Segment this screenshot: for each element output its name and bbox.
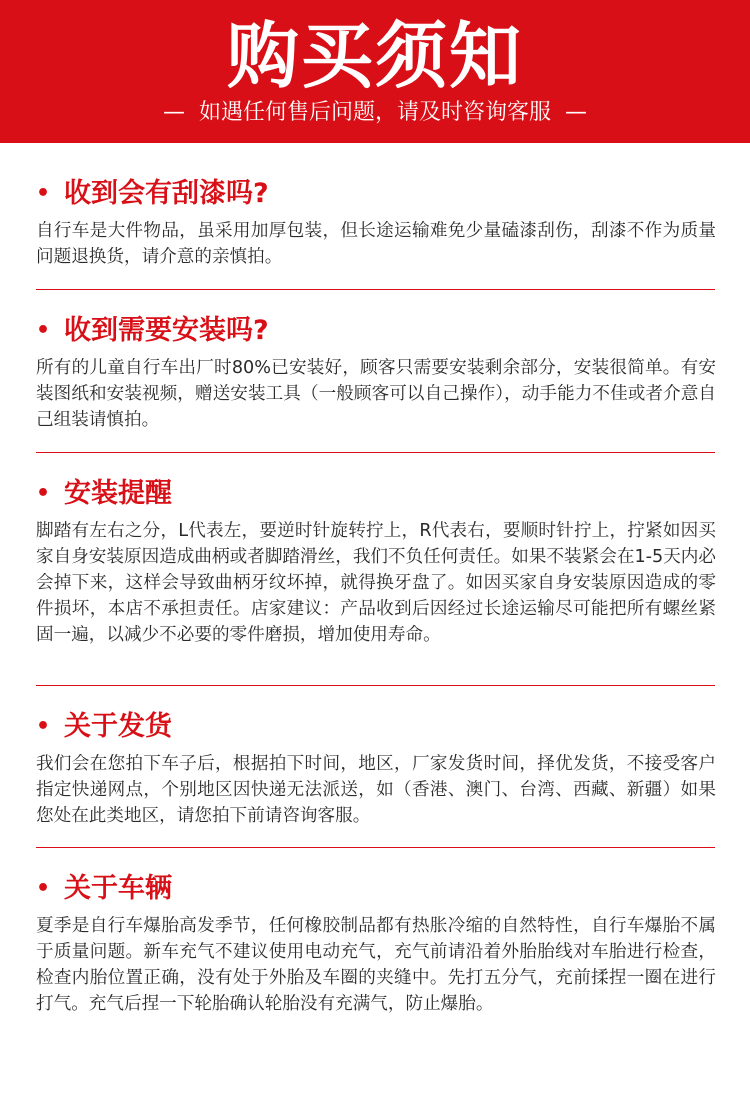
bullet-icon: • (36, 481, 51, 506)
section-divider (36, 289, 715, 290)
section-divider (36, 452, 715, 453)
section-title-text: 收到需要安装吗? (64, 315, 269, 346)
section-title (36, 176, 716, 212)
section-body: 脚踏有左右之分，L代表左，要逆时针旋转拧上，R代表右，要顺时针拧上，拧紧如因买家自身安装原因造成曲柄或者脚踏滑丝，我们不负任何责任。如果不装紧会在1-5天内必会掉下来，这样会导致曲柄牙纹坏掉，就得换牙盘了。如因买家自身安装原因造成的零件损坏，本店不承担责任。店家建议：产品收到后因经过长途运输尽可能把所有螺丝紧固一遍，以减少不必要的零件磨损，增加使用寿命。 (36, 521, 716, 645)
section-install-reminder (36, 476, 716, 648)
section-body: 我们会在您拍下车子后，根据拍下时间，地区，厂家发货时间，择优发货，不接受客户指定快递网点，个别地区因快递无法派送，如（香港、澳门、台湾、西藏、新疆）如果您处在此类地区，请您拍下前请咨询客服。 (36, 754, 716, 826)
section-paint-scratch (36, 176, 716, 270)
page-title: 购买须知 (226, 14, 523, 98)
section-title (36, 476, 716, 512)
section-body: 夏季是自行车爆胎高发季节，任何橡胶制品都有热胀冷缩的自然特性，自行车爆胎不属于质量问题。新车充气不建议使用电动充气，充气前请沿着外胎胎线对车胎进行检查，检查内胎位置正确，没有处于外胎及车圈的夹缝中。先打五分气，充前揉捏一圈在进行打气。充气后捏一下轮胎确认轮胎没有充满气，防止爆胎。 (36, 916, 716, 1014)
bullet-icon: • (36, 876, 51, 901)
section-divider (36, 685, 715, 686)
section-title-text: 收到会有刮漆吗? (64, 178, 269, 209)
header-banner (0, 0, 750, 143)
section-title (36, 709, 716, 745)
section-title-text: 关于发货 (64, 711, 172, 742)
section-title-text: 安装提醒 (64, 478, 172, 509)
bullet-icon: • (36, 318, 51, 343)
section-title (36, 871, 716, 907)
bullet-icon: • (36, 714, 51, 739)
section-title (36, 313, 716, 349)
section-body: 所有的儿童自行车出厂时80%已安装好，顾客只需要安装剩余部分，安装很简单。有安装图纸和安装视频，赠送安装工具（一般顾客可以自己操作），动手能力不佳或者介意自己组装请慎拍。 (36, 358, 716, 430)
bullet-icon: • (36, 181, 51, 206)
subtitle-dash-left: — (162, 100, 185, 125)
section-vehicle (36, 871, 716, 1017)
section-divider (36, 847, 715, 848)
subtitle-text: 如遇任何售后问题，请及时咨询客服 (198, 100, 551, 125)
subtitle-dash-right: — (565, 100, 587, 125)
section-shipping (36, 709, 716, 829)
section-title-text: 关于车辆 (64, 873, 172, 904)
section-body: 自行车是大件物品，虽采用加厚包装，但长途运输难免少量磕漆刮伤，刮漆不作为质量问题退换货，请介意的亲慎拍。 (36, 221, 716, 267)
section-installation (36, 313, 716, 433)
header-subtitle (0, 98, 750, 128)
